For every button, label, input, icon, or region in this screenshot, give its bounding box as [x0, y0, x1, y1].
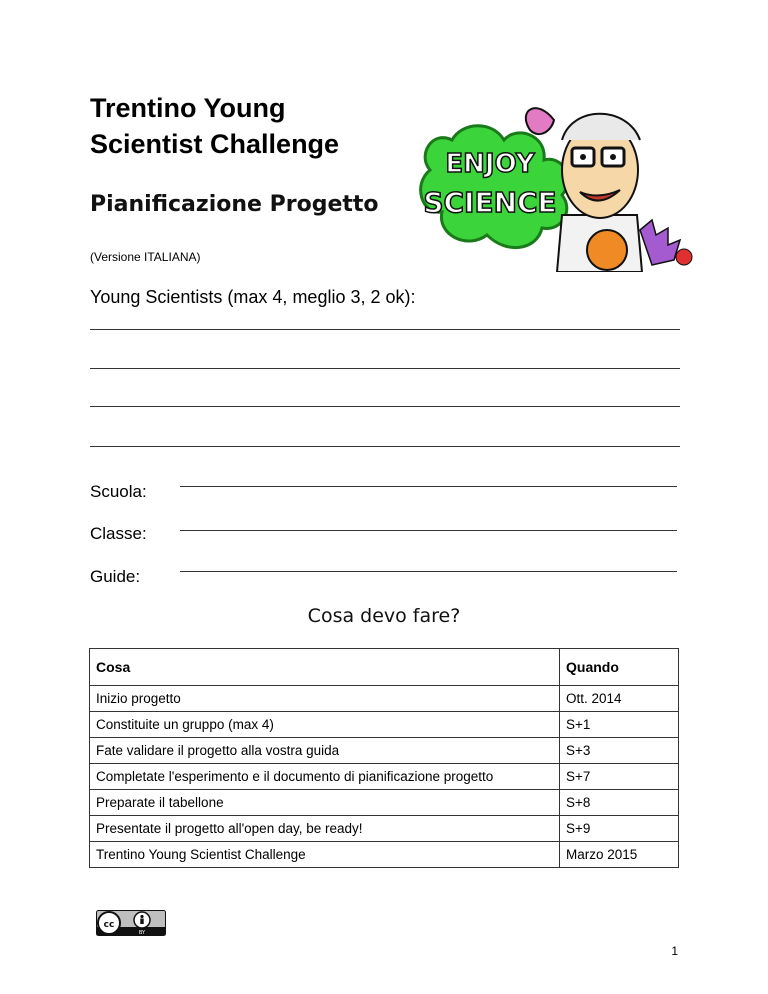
guides-label: Guide:: [90, 567, 141, 586]
team-member-line-3[interactable]: [90, 406, 680, 407]
class-line[interactable]: [180, 530, 677, 531]
version-note: (Versione ITALIANA): [90, 250, 201, 264]
task-cell: Preparate il tabellone: [90, 790, 560, 816]
table-row: [90, 816, 679, 842]
title-line-2: Scientist Challenge: [90, 129, 340, 159]
task-cell: Presentate il progetto all'open day, be ready!: [90, 816, 560, 842]
table-row: [90, 790, 679, 816]
task-cell: Fate validare il progetto alla vostra guida: [90, 738, 560, 764]
team-member-line-4[interactable]: [90, 446, 680, 447]
task-cell: Trentino Young Scientist Challenge: [90, 842, 560, 868]
task-cell: Inizio progetto: [90, 686, 560, 712]
when-cell: S+7: [560, 764, 679, 790]
license-badge-text: BY: [138, 930, 146, 936]
section-title: Cosa devo fare?: [307, 605, 461, 627]
team-member-line-1[interactable]: [90, 329, 680, 330]
team-member-line-2[interactable]: [90, 368, 680, 369]
column-header-cosa: Cosa: [90, 649, 560, 686]
guides-line[interactable]: [180, 571, 677, 572]
logo-text-enjoy: ENJOY: [445, 149, 535, 179]
logo-text-science: SCIENCE: [423, 186, 557, 219]
school-line[interactable]: [180, 486, 677, 487]
table-row: [90, 738, 679, 764]
table-row: [90, 686, 679, 712]
task-cell: Constituite un gruppo (max 4): [90, 712, 560, 738]
document-title: [90, 90, 339, 162]
document-subtitle: Pianificazione Progetto: [90, 192, 379, 217]
table-row: [90, 842, 679, 868]
page-number: 1: [671, 944, 678, 958]
when-cell: S+3: [560, 738, 679, 764]
class-label: Classe:: [90, 524, 147, 543]
team-label: Young Scientists (max 4, meglio 3, 2 ok):: [90, 287, 416, 307]
svg-text:cc: cc: [103, 920, 115, 930]
table-row: [90, 712, 679, 738]
creative-commons-badge: [96, 910, 166, 936]
when-cell: Ott. 2014: [560, 686, 679, 712]
when-cell: S+9: [560, 816, 679, 842]
title-line-1: Trentino Young: [90, 93, 286, 123]
task-cell: Completate l'esperimento e il documento di pianificazione progetto: [90, 764, 560, 790]
tasks-table: [89, 648, 679, 868]
table-row: [90, 764, 679, 790]
when-cell: S+8: [560, 790, 679, 816]
when-cell: S+1: [560, 712, 679, 738]
enjoy-science-logo: [412, 100, 702, 272]
column-header-quando: Quando: [560, 649, 679, 686]
school-label: Scuola:: [90, 482, 147, 501]
when-cell: Marzo 2015: [560, 842, 679, 868]
table-header-row: [90, 649, 679, 686]
